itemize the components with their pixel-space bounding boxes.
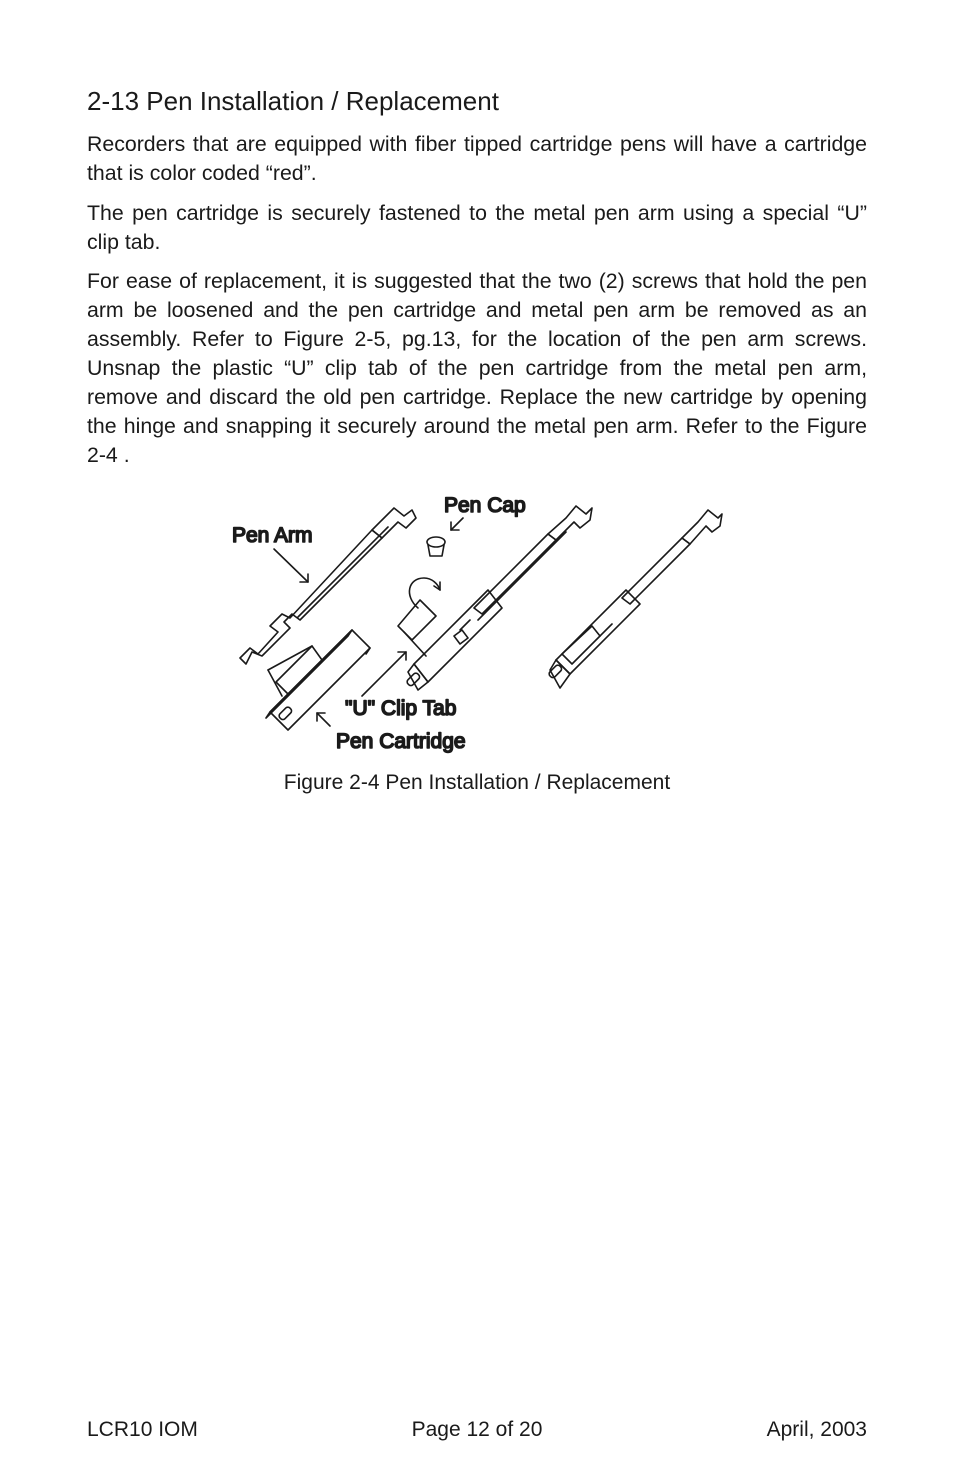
callout-leaders [274,518,463,726]
paragraph-2: The pen cartridge is securely fastened to the metal pen arm using a special “U” clip tab. [87,201,867,254]
footer-date: April, 2003 [766,1418,867,1441]
footer-doc-id: LCR10 IOM [87,1418,198,1441]
pen-cap-label: Pen Cap [444,494,526,517]
footer-page-number: Page 12 of 20 [411,1418,543,1441]
rotate-arrow-icon [409,578,440,608]
pen-arm-label: Pen Arm [232,524,313,547]
pen-cartridge-middle [398,590,502,690]
pen-installation-illustration [0,480,954,770]
pen-cartridge-label: Pen Cartridge [336,730,466,753]
u-clip-tab-label: "U" Clip Tab [345,697,457,720]
pen-assembled-right [548,510,722,688]
section-title: 2-13 Pen Installation / Replacement [87,86,499,116]
figure-caption: Figure 2-4 Pen Installation / Replacement [283,771,671,794]
pen-arm-middle [474,506,592,620]
paragraph-3: For ease of replacement, it is suggested that the two (2) screws that hold the pen arm be loosened and the pen cartridge and metal pen arm be removed as an assembly. Refer to Figure 2-5, pg.13, for the location of the pen arm screws. Unsnap the plastic “U” clip tab of the pen cartridge from the metal pen arm, remove and discard the old pen cartridge. Replace the new cartridge by opening the hinge and snapping it securely around the metal pen arm. Refer to the Figure 2-4 . [87,269,867,467]
paragraph-1: Recorders that are equipped with fiber tipped cartridge pens will have a cartridge that is color coded “red”. [87,132,867,185]
pen-cap [427,537,445,556]
